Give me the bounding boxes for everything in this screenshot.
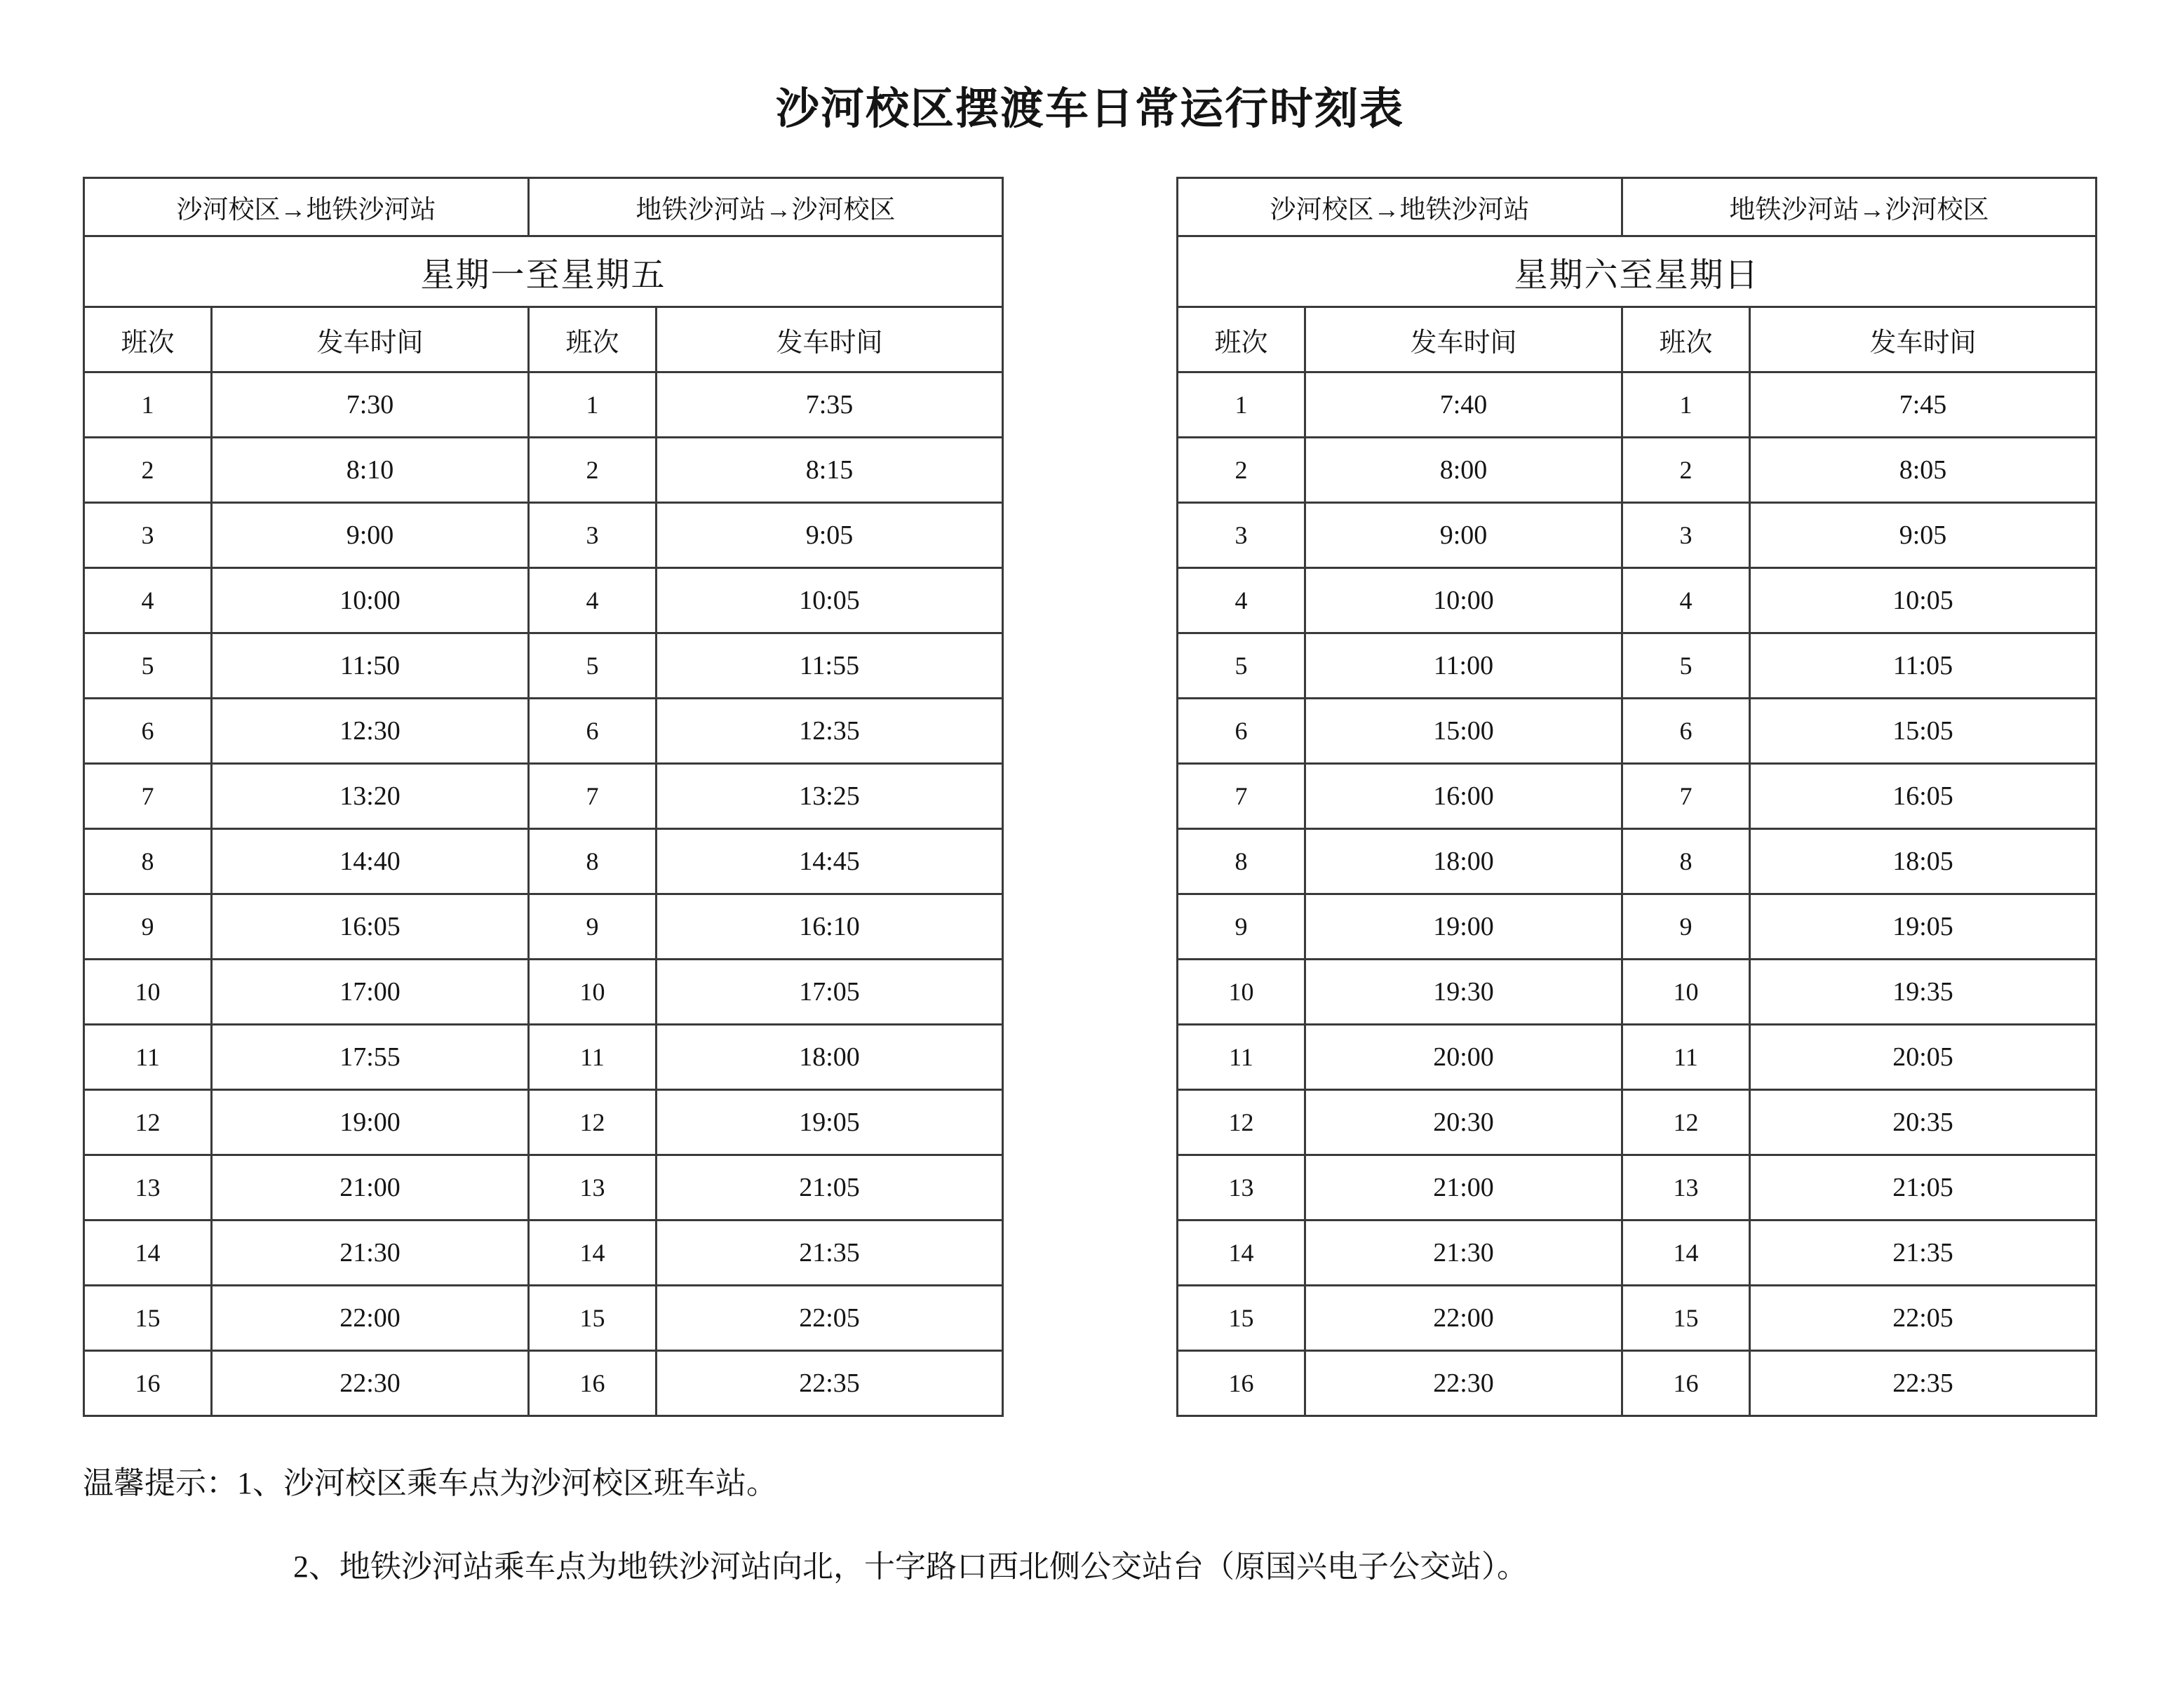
cell-trip: 1 xyxy=(1178,372,1305,438)
cell-trip: 7 xyxy=(529,764,657,829)
cell-trip: 6 xyxy=(1178,699,1305,764)
weekday-col-trip-left: 班次 xyxy=(84,307,212,372)
cell-time: 10:00 xyxy=(1305,568,1622,633)
cell-trip: 11 xyxy=(1622,1025,1750,1090)
cell-time: 18:00 xyxy=(1305,829,1622,894)
cell-time: 22:05 xyxy=(657,1286,1003,1351)
cell-time: 16:05 xyxy=(1750,764,2097,829)
table-row xyxy=(1178,894,2097,960)
table-row xyxy=(84,1286,1003,1351)
cell-trip: 4 xyxy=(529,568,657,633)
cell-trip: 7 xyxy=(1622,764,1750,829)
cell-time: 20:30 xyxy=(1305,1090,1622,1155)
table-row xyxy=(84,1025,1003,1090)
table-row xyxy=(84,1351,1003,1416)
table-row xyxy=(1178,764,2097,829)
cell-time: 9:05 xyxy=(657,503,1003,568)
cell-time: 17:00 xyxy=(212,960,529,1025)
table-header-direction-row xyxy=(84,178,1003,236)
cell-time: 19:35 xyxy=(1750,960,2097,1025)
cell-trip: 6 xyxy=(529,699,657,764)
cell-trip: 8 xyxy=(529,829,657,894)
cell-trip: 16 xyxy=(1622,1351,1750,1416)
cell-trip: 4 xyxy=(1178,568,1305,633)
cell-time: 22:30 xyxy=(1305,1351,1622,1416)
table-row xyxy=(84,960,1003,1025)
cell-trip: 9 xyxy=(529,894,657,960)
table-column-header-row xyxy=(1178,307,2097,372)
cell-time: 11:05 xyxy=(1750,633,2097,699)
cell-trip: 9 xyxy=(1178,894,1305,960)
cell-time: 17:05 xyxy=(657,960,1003,1025)
cell-trip: 11 xyxy=(84,1025,212,1090)
cell-time: 12:35 xyxy=(657,699,1003,764)
cell-time: 20:05 xyxy=(1750,1025,2097,1090)
weekend-col-time-right: 发车时间 xyxy=(1750,307,2097,372)
cell-time: 7:40 xyxy=(1305,372,1622,438)
table-row xyxy=(84,699,1003,764)
cell-trip: 2 xyxy=(84,438,212,503)
cell-trip: 5 xyxy=(1622,633,1750,699)
cell-time: 19:30 xyxy=(1305,960,1622,1025)
cell-time: 13:25 xyxy=(657,764,1003,829)
weekend-col-time-left: 发车时间 xyxy=(1305,307,1622,372)
cell-time: 18:00 xyxy=(657,1025,1003,1090)
cell-trip: 14 xyxy=(529,1221,657,1286)
cell-time: 16:00 xyxy=(1305,764,1622,829)
cell-time: 16:05 xyxy=(212,894,529,960)
table-row xyxy=(1178,1155,2097,1221)
cell-time: 21:30 xyxy=(212,1221,529,1286)
cell-time: 19:05 xyxy=(1750,894,2097,960)
cell-trip: 14 xyxy=(1622,1221,1750,1286)
cell-trip: 13 xyxy=(84,1155,212,1221)
cell-time: 8:00 xyxy=(1305,438,1622,503)
cell-time: 19:05 xyxy=(657,1090,1003,1155)
table-row xyxy=(1178,1286,2097,1351)
cell-time: 16:10 xyxy=(657,894,1003,960)
cell-trip: 12 xyxy=(1622,1090,1750,1155)
table-row xyxy=(84,764,1003,829)
cell-trip: 5 xyxy=(84,633,212,699)
cell-trip: 15 xyxy=(1178,1286,1305,1351)
cell-trip: 8 xyxy=(84,829,212,894)
table-row xyxy=(84,568,1003,633)
cell-trip: 9 xyxy=(1622,894,1750,960)
cell-trip: 14 xyxy=(84,1221,212,1286)
cell-time: 14:45 xyxy=(657,829,1003,894)
cell-time: 21:30 xyxy=(1305,1221,1622,1286)
cell-trip: 2 xyxy=(1622,438,1750,503)
table-row xyxy=(1178,1025,2097,1090)
weekend-col-trip-left: 班次 xyxy=(1178,307,1305,372)
cell-time: 18:05 xyxy=(1750,829,2097,894)
notes-section xyxy=(0,1456,2180,1594)
cell-time: 7:45 xyxy=(1750,372,2097,438)
cell-trip: 6 xyxy=(84,699,212,764)
table-row xyxy=(1178,1090,2097,1155)
table-column-header-row xyxy=(84,307,1003,372)
cell-time: 21:05 xyxy=(1750,1155,2097,1221)
cell-time: 15:05 xyxy=(1750,699,2097,764)
weekday-schedule-table xyxy=(83,177,1004,1417)
weekday-day-label: 星期一至星期五 xyxy=(84,236,1003,307)
cell-trip: 5 xyxy=(529,633,657,699)
cell-trip: 13 xyxy=(1622,1155,1750,1221)
table-row xyxy=(1178,1351,2097,1416)
cell-trip: 3 xyxy=(1178,503,1305,568)
cell-time: 22:00 xyxy=(1305,1286,1622,1351)
cell-trip: 10 xyxy=(84,960,212,1025)
table-header-day-row xyxy=(1178,236,2097,307)
cell-time: 8:10 xyxy=(212,438,529,503)
cell-trip: 7 xyxy=(1178,764,1305,829)
cell-trip: 8 xyxy=(1178,829,1305,894)
table-row xyxy=(1178,568,2097,633)
weekend-direction-station-to-campus: 地铁沙河站→沙河校区 xyxy=(1622,178,2097,236)
weekend-direction-campus-to-station: 沙河校区→地铁沙河站 xyxy=(1178,178,1622,236)
cell-time: 12:30 xyxy=(212,699,529,764)
table-row xyxy=(84,503,1003,568)
cell-time: 21:05 xyxy=(657,1155,1003,1221)
cell-time: 21:00 xyxy=(212,1155,529,1221)
cell-time: 20:00 xyxy=(1305,1025,1622,1090)
cell-trip: 15 xyxy=(84,1286,212,1351)
cell-trip: 15 xyxy=(529,1286,657,1351)
cell-time: 21:35 xyxy=(657,1221,1003,1286)
cell-trip: 4 xyxy=(84,568,212,633)
cell-trip: 1 xyxy=(84,372,212,438)
cell-trip: 9 xyxy=(84,894,212,960)
note-item-1: 温馨提示：1、沙河校区乘车点为沙河校区班车站。 xyxy=(83,1466,777,1500)
table-row xyxy=(84,1155,1003,1221)
cell-trip: 2 xyxy=(1178,438,1305,503)
cell-trip: 12 xyxy=(529,1090,657,1155)
cell-time: 10:05 xyxy=(657,568,1003,633)
schedule-tables-container xyxy=(0,177,2180,1417)
cell-trip: 12 xyxy=(84,1090,212,1155)
cell-trip: 1 xyxy=(529,372,657,438)
table-row xyxy=(84,372,1003,438)
table-row xyxy=(1178,372,2097,438)
cell-time: 9:00 xyxy=(212,503,529,568)
cell-time: 10:05 xyxy=(1750,568,2097,633)
cell-trip: 10 xyxy=(1622,960,1750,1025)
table-row xyxy=(84,1090,1003,1155)
cell-trip: 11 xyxy=(1178,1025,1305,1090)
table-row xyxy=(1178,829,2097,894)
table-row xyxy=(1178,438,2097,503)
cell-trip: 14 xyxy=(1178,1221,1305,1286)
table-row xyxy=(1178,503,2097,568)
cell-time: 7:35 xyxy=(657,372,1003,438)
cell-trip: 1 xyxy=(1622,372,1750,438)
weekday-direction-station-to-campus: 地铁沙河站→沙河校区 xyxy=(529,178,1003,236)
cell-time: 11:00 xyxy=(1305,633,1622,699)
document-page xyxy=(0,74,2180,1708)
cell-trip: 16 xyxy=(529,1351,657,1416)
weekday-col-trip-right: 班次 xyxy=(529,307,657,372)
cell-trip: 3 xyxy=(529,503,657,568)
cell-time: 21:00 xyxy=(1305,1155,1622,1221)
weekday-direction-campus-to-station: 沙河校区→地铁沙河站 xyxy=(84,178,529,236)
cell-time: 11:50 xyxy=(212,633,529,699)
cell-time: 9:00 xyxy=(1305,503,1622,568)
cell-time: 22:30 xyxy=(212,1351,529,1416)
cell-trip: 4 xyxy=(1622,568,1750,633)
table-row xyxy=(84,1221,1003,1286)
weekday-col-time-left: 发车时间 xyxy=(212,307,529,372)
weekend-col-trip-right: 班次 xyxy=(1622,307,1750,372)
cell-time: 19:00 xyxy=(1305,894,1622,960)
cell-time: 9:05 xyxy=(1750,503,2097,568)
cell-trip: 5 xyxy=(1178,633,1305,699)
weekday-col-time-right: 发车时间 xyxy=(657,307,1003,372)
table-row xyxy=(1178,1221,2097,1286)
cell-time: 22:35 xyxy=(1750,1351,2097,1416)
table-row xyxy=(1178,960,2097,1025)
cell-time: 22:05 xyxy=(1750,1286,2097,1351)
cell-trip: 3 xyxy=(1622,503,1750,568)
cell-time: 19:00 xyxy=(212,1090,529,1155)
cell-time: 7:30 xyxy=(212,372,529,438)
cell-time: 8:15 xyxy=(657,438,1003,503)
cell-time: 10:00 xyxy=(212,568,529,633)
cell-trip: 16 xyxy=(84,1351,212,1416)
cell-trip: 12 xyxy=(1178,1090,1305,1155)
cell-time: 13:20 xyxy=(212,764,529,829)
cell-time: 14:40 xyxy=(212,829,529,894)
cell-trip: 7 xyxy=(84,764,212,829)
table-row xyxy=(84,438,1003,503)
cell-trip: 13 xyxy=(529,1155,657,1221)
table-row xyxy=(84,633,1003,699)
cell-time: 8:05 xyxy=(1750,438,2097,503)
table-row xyxy=(84,829,1003,894)
cell-trip: 10 xyxy=(529,960,657,1025)
cell-time: 17:55 xyxy=(212,1025,529,1090)
cell-trip: 10 xyxy=(1178,960,1305,1025)
table-row xyxy=(1178,699,2097,764)
cell-trip: 16 xyxy=(1178,1351,1305,1416)
cell-trip: 11 xyxy=(529,1025,657,1090)
cell-trip: 2 xyxy=(529,438,657,503)
cell-time: 22:00 xyxy=(212,1286,529,1351)
note-item-2: 2、地铁沙河站乘车点为地铁沙河站向北，十字路口西北侧公交站台（原国兴电子公交站）。 xyxy=(293,1549,1528,1584)
table-header-day-row xyxy=(84,236,1003,307)
table-row xyxy=(84,894,1003,960)
cell-trip: 15 xyxy=(1622,1286,1750,1351)
weekend-day-label: 星期六至星期日 xyxy=(1178,236,2097,307)
cell-trip: 6 xyxy=(1622,699,1750,764)
cell-time: 11:55 xyxy=(657,633,1003,699)
page-title: 沙河校区摆渡车日常运行时刻表 xyxy=(775,86,1404,133)
cell-trip: 13 xyxy=(1178,1155,1305,1221)
weekend-schedule-table xyxy=(1176,177,2097,1417)
cell-time: 20:35 xyxy=(1750,1090,2097,1155)
table-header-direction-row xyxy=(1178,178,2097,236)
table-row xyxy=(1178,633,2097,699)
cell-time: 21:35 xyxy=(1750,1221,2097,1286)
cell-trip: 8 xyxy=(1622,829,1750,894)
cell-time: 22:35 xyxy=(657,1351,1003,1416)
cell-time: 15:00 xyxy=(1305,699,1622,764)
cell-trip: 3 xyxy=(84,503,212,568)
